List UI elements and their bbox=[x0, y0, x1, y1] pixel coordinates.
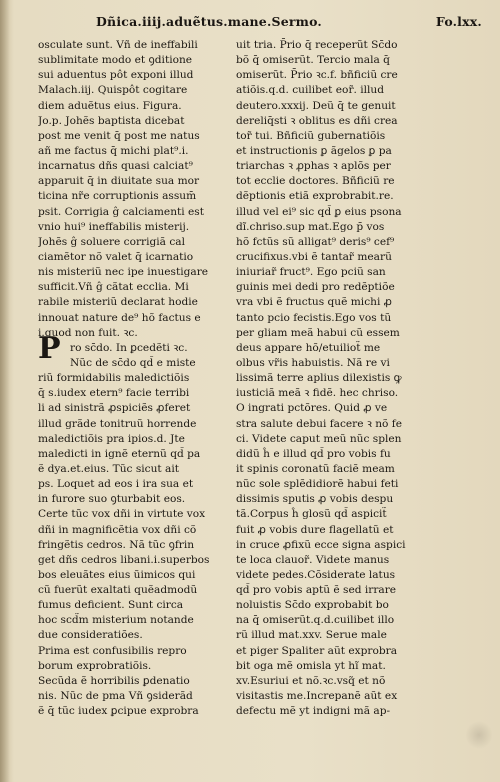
text-line: per gliam meã habui cũ essem bbox=[236, 326, 400, 339]
page-header bbox=[96, 14, 482, 34]
text-line: dñi in magnificẽtia vox dñi cõ bbox=[38, 523, 197, 536]
text-line: dẽptionis etiã exprobrabit.re. bbox=[236, 190, 394, 203]
text-line: ẽ q̄ tũc iudex ꝑcipue exprobra bbox=[38, 705, 199, 718]
text-line: defectu mẽ yt indigni mã ap- bbox=[236, 705, 391, 718]
text-line: borum exprobratiõis. bbox=[38, 659, 152, 672]
folio-number: Fo.lxx. bbox=[435, 14, 482, 29]
text-line: ps. Loquet ad eos i ira sua et bbox=[38, 478, 194, 491]
text-line: li ad sinistrã ꝓspiciẽs ꝓferet bbox=[38, 402, 191, 415]
text-line: tor̃ tui. Bñficiũ gubernatiõis bbox=[236, 129, 386, 142]
text-line: olbus vr̃is habuistis. Nã re vi bbox=[236, 356, 390, 369]
text-line: atiõis.q.d. cuilibet eor̃. illud bbox=[236, 84, 385, 97]
text-line: illud grãde tonitruũ horrende bbox=[38, 417, 197, 430]
text-line: nis. Nũc de pma Vñ ꝯsiderãd bbox=[38, 690, 193, 703]
text-line: ẽ dya.et.eius. Tũc sicut ait bbox=[38, 462, 179, 475]
text-line: dissimis sputis ꝓ vobis despu bbox=[236, 493, 394, 506]
text-line: et instructionis ꝑ ãgelos ꝑ pa bbox=[236, 144, 392, 157]
text-line: dereliq̄sti ꝛ oblitus es dñi crea bbox=[236, 114, 398, 127]
text-line: rabile misteriũ declarat hodie bbox=[38, 296, 198, 309]
text-line: ticina nr̃e corruptionis assum̄ bbox=[38, 190, 197, 203]
text-line: iniuriar̃ fruct⁹. Ego pciũ san bbox=[236, 266, 386, 279]
text-line: apparuit q̄ in diuitate sua mor bbox=[38, 175, 200, 188]
text-line: didũ ĥ e illud qd̄ pro vobis fu bbox=[236, 447, 391, 460]
text-line: Secũda ẽ horribilis ꝑdenatio bbox=[38, 674, 190, 687]
text-line: videte pedes.Cõsiderate latus bbox=[236, 568, 396, 581]
text-line: stra salute debui facere ꝛ nõ fe bbox=[236, 417, 402, 430]
text-line: osculate sunt. Vñ de ineffabili bbox=[38, 39, 198, 51]
text-line: maledicti in ignẽ eternũ qd̄ pa bbox=[38, 447, 201, 460]
text-line: incarnatus dñs quasi calciat⁹ bbox=[38, 160, 193, 173]
text-line: maledictiõis pra ipios.d. Jte bbox=[38, 432, 185, 445]
text-line: hoc scd̃m misterium notande bbox=[38, 614, 194, 627]
text-line: ro sc̄do. In ꝑcedẽti ꝛc. bbox=[70, 341, 188, 354]
text-line: hõ fctũs sũ alligat⁹ deris⁹ cef⁹ bbox=[236, 235, 395, 248]
text-line: iusticiã meã ꝛ fidẽ. hec chriso. bbox=[236, 387, 399, 400]
running-title: Dñica.iiij.aduẽtus.mane.Sermo. bbox=[96, 14, 322, 29]
text-line: triarchas ꝛ ꝓphas ꝛ aplõs per bbox=[236, 160, 391, 173]
text-line: rũ illud mat.xxv. Serue male bbox=[236, 629, 387, 642]
text-line: na q̄ omiserũt.q.d.cuilibet illo bbox=[236, 614, 395, 627]
text-line: añ me factus q̄ michi plat⁹.i. bbox=[38, 144, 189, 157]
text-line: crucifixus.vbi ẽ tantar̃ mearũ bbox=[236, 250, 392, 263]
left-text-column bbox=[38, 38, 234, 719]
right-text-column bbox=[236, 38, 438, 719]
text-line: deutero.xxxij. Deũ q̄ te genuit bbox=[236, 99, 396, 112]
text-line: illud vel ei⁹ sic qd̄ ꝑ eius psona bbox=[236, 205, 402, 218]
text-line: qd̄ pro vobis aptũ ẽ sed irrare bbox=[236, 584, 397, 597]
text-line: due consideratiões. bbox=[38, 629, 143, 642]
text-line: vra vbi ẽ fructus quẽ michi ꝓ bbox=[236, 296, 392, 309]
text-line: ci. Videte caput meũ nũc splen bbox=[236, 432, 402, 445]
initial-letter: P bbox=[38, 331, 61, 366]
text-line: bit oga mẽ omisla yt hĩ mat. bbox=[236, 659, 386, 672]
paper-stain bbox=[466, 720, 492, 750]
text-line: lissimã terre aplius dilexistis ꝙ bbox=[236, 372, 402, 385]
text-line: et piger Spaliter aũt exprobra bbox=[236, 644, 398, 657]
text-line: riũ formidabilis maledictiõis bbox=[38, 372, 190, 385]
text-line: sui aduentus pôt exponi illud bbox=[38, 69, 194, 82]
text-line: bõ q̄ omiserũt. Tercio mala q̄ bbox=[236, 54, 390, 67]
text-line: O ingrati pctõres. Quid ꝓ ve bbox=[236, 402, 388, 415]
text-line: diem aduẽtus eius. Figura. bbox=[38, 99, 182, 112]
text-line: deus appare hõ/etuiliot̃ me bbox=[236, 341, 381, 354]
text-line: Nũc de sc̄do qd̄ e miste bbox=[70, 356, 196, 369]
text-line: omiserũt. P̄rio ꝛc.f. bñficiũ cre bbox=[236, 69, 398, 82]
text-line: get dñs cedros libani.i.superbos bbox=[38, 553, 210, 566]
text-line: innouat nature de⁹ hõ factus e bbox=[38, 311, 201, 324]
text-line: ciamẽtor nõ valet q̄ icarnatio bbox=[38, 250, 194, 263]
text-line: xv.Esuriui et nõ.ꝛc.vsq̃ et nõ bbox=[236, 674, 386, 687]
text-line: uit tria. P̄rio q̄ receperũt Sc̄do bbox=[236, 39, 398, 51]
gutter-shadow bbox=[0, 0, 10, 782]
text-line: Certe tũc vox dñi in virtute vox bbox=[38, 508, 206, 521]
text-line: te loca clauor̃. Videte manus bbox=[236, 553, 390, 566]
text-line: dĩ.chriso.sup mat.Ego p̄ vos bbox=[236, 220, 385, 233]
text-line: visitastis me.Increpanẽ aũt ex bbox=[236, 690, 398, 703]
text-line: sufficit.Vñ ĝ cãtat ecclia. Mi bbox=[38, 281, 189, 294]
text-line: Johẽs ĝ soluere corrigiã cal bbox=[38, 235, 185, 248]
text-line: fuit ꝓ vobis dure flagellatũ et bbox=[236, 523, 394, 536]
text-line: tanto pcio fecistis.Ego vos tũ bbox=[236, 311, 392, 324]
text-line: in furore suo ꝯturbabit eos. bbox=[38, 493, 186, 506]
text-line: post me venit q̄ post me natus bbox=[38, 129, 200, 142]
text-line: q̄ s.iudex etern⁹ facie terribi bbox=[38, 387, 190, 400]
text-line: noluistis Sc̄do exprobabit bo bbox=[236, 599, 389, 612]
text-line: nis misteriũ nec ipe inuestigare bbox=[38, 266, 209, 279]
text-line: fumus deficient. Sunt circa bbox=[38, 599, 184, 612]
text-line: fringẽtis cedros. Nã tũc ꝯfrin bbox=[38, 538, 195, 551]
text-line: Jo.p. Johẽs baptista dicebat bbox=[38, 114, 185, 127]
text-line: it spinis coronatũ faciẽ meam bbox=[236, 462, 395, 475]
text-line: nũc sole splẽdidiorẽ habui feti bbox=[236, 478, 399, 491]
text-line: Prima est confusibilis repro bbox=[38, 644, 187, 657]
text-line: tã.Corpus ĥ glosũ qd̄ aspicit̃ bbox=[236, 508, 387, 521]
text-line: vnio hui⁹ ineffabilis misterij. bbox=[38, 220, 190, 233]
text-line: Malach.iij. Quispôt cogitare bbox=[38, 84, 188, 97]
text-line: guinis mei dedi pro redẽptiõe bbox=[236, 281, 395, 294]
text-line: i.quod non fuit. ꝛc. bbox=[38, 326, 138, 339]
text-line: tot ecclie doctores. Bñficiũ re bbox=[236, 175, 395, 188]
text-line: cũ fuerũt exaltati quẽadmodũ bbox=[38, 584, 198, 597]
text-line: bos eleuãtes eius ũimicos qui bbox=[38, 568, 196, 581]
text-line: sublimitate modo et ꝯditione bbox=[38, 54, 193, 67]
text-line: in cruce ꝓfixũ ecce signa aspici bbox=[236, 538, 406, 551]
text-line: psit. Corrigia ĝ calciamenti est bbox=[38, 205, 204, 218]
